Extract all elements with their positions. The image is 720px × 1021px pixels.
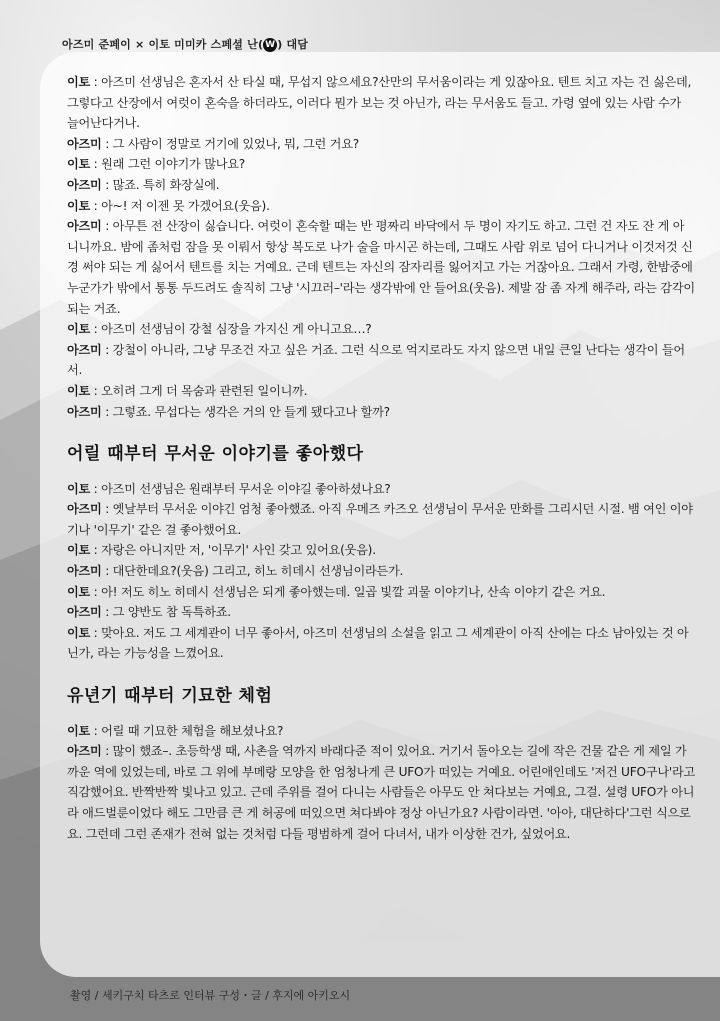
dialogue-text: : 아~! 저 이젠 못 가겠어요(웃음).	[90, 198, 270, 213]
dialogue-text: : 아! 저도 히노 히데시 선생님은 되게 좋아했는데. 일곱 빛깔 괴물 이야기나, 산속 이야기 같은 거요.	[90, 584, 606, 599]
speaker-name: 이토	[67, 723, 91, 738]
interview-body	[67, 72, 695, 844]
dialogue-text: : 아무튼 전 산장이 싫습니다. 여럿이 혼숙할 때는 반 평짜리 바닥에서 두 명이 자기도 하고. 그런 건 자도 잔 게 아니니까요. 밤에 좀처럼 잠을 못 이뤄서 항상 복도로 나가 술을 마시곤 하는데, 그때도 사람 위로 넘어 다니거나 이것저것 신경 써야 되는 게 싫어서 텐트를 치는 거예요. 근데 텐트는 자신의 잠자리를 잃어지고 가는 거잖아요. 그래서 가령, 한밤중에 누군가가 밖에서 통통 두드려도 솔직히 그냥 '시끄러–'라는 생각밖에 안 들어요(웃음). 제발 잠 좀 자게 해주라, 라는 감각이 되는 거죠.	[67, 219, 695, 316]
speaker-name: 아즈미	[67, 136, 102, 151]
dialogue-line	[67, 175, 695, 196]
dialogue-text: : 자랑은 아니지만 저, '이무기' 사인 갖고 있어요(웃음).	[90, 543, 376, 558]
dialogue-text: : 아즈미 선생님이 강철 심장을 가지신 게 아니고요…?	[90, 322, 372, 337]
dialogue-text: : 아즈미 선생님은 원래부터 무서운 이야길 좋아하셨나요?	[90, 481, 391, 496]
dialogue-line	[67, 72, 695, 134]
speaker-name: 이토	[67, 75, 91, 89]
dialogue-line	[67, 134, 695, 155]
speaker-name: 이토	[67, 625, 91, 640]
dialogue-text: : 그 사람이 정말로 거기에 있었나, 뭐, 그런 거요?	[101, 136, 359, 151]
dialogue-line	[67, 479, 695, 500]
speaker-name: 아즈미	[67, 342, 102, 357]
dialogue-line	[67, 340, 695, 381]
speaker-name: 아즈미	[67, 564, 102, 579]
dialogue-line	[67, 741, 695, 844]
dialogue-line	[67, 216, 695, 319]
w-badge-icon: W	[265, 40, 276, 50]
speaker-name: 아즈미	[67, 404, 102, 419]
speaker-name: 아즈미	[67, 177, 102, 192]
header-title-suffix: ) 대담	[277, 38, 309, 51]
speaker-name: 이토	[67, 543, 91, 558]
dialogue-line	[67, 721, 695, 742]
dialogue-text: : 많죠. 특히 화장실에.	[101, 177, 220, 192]
dialogue-text: : 오히려 그게 더 목숨과 관련된 일이니까.	[90, 383, 308, 398]
speaker-name: 이토	[67, 198, 91, 213]
speaker-name: 이토	[67, 383, 91, 398]
dialogue-text: : 원래 그런 이야기가 많나요?	[90, 157, 245, 172]
dialogue-line	[67, 499, 695, 540]
dialogue-line	[67, 623, 695, 664]
speaker-name: 이토	[67, 584, 91, 599]
section-heading: 유년기 때부터 기묘한 체험	[67, 686, 273, 707]
dialogue-text: : 많이 했죠–. 초등학생 때, 사촌을 역까지 바래다준 적이 있어요. 거기서 돌아오는 길에 작은 건물 같은 게 제일 가까운 역에 있었는데, 바로 그 위에 부메랑 모양을 한 엄청나게 큰 UFO가 떠있는 거예요. 어린애인데도 '저건 UFO구나'라고 직감했어요. 반짝반짝 빛나고 있고. 근데 주위를 걸어 다니는 사람들은 아무도 안 쳐다보는 거예요, 그걸. 설령 UFO가 아니라 애드벌룬이었다 해도 그만큼 큰 게 허공에 떠있으면 쳐다봐야 정상 아닌가요? 사람이라면. '아아, 대단하다'그런 식으로요. 그런데 그런 존재가 전혀 없는 것처럼 다들 평범하게 걸어 다녀서, 내가 이상한 건가, 싶었어요.	[67, 744, 695, 841]
speaker-name: 아즈미	[67, 219, 102, 234]
dialogue-text: : 맞아요. 저도 그 세계관이 너무 좋아서, 아즈미 선생님의 소설을 읽고 그 세계관이 아직 산에는 다소 남아있는 것 아닌가, 라는 가능성을 느꼈어요.	[67, 625, 689, 661]
dialogue-text: : 그렇죠. 무섭다는 생각은 거의 안 들게 됐다고나 할까?	[101, 404, 390, 419]
dialogue-line	[67, 319, 695, 340]
speaker-name: 아즈미	[67, 502, 102, 517]
dialogue-line	[67, 154, 695, 175]
dialogue-line	[67, 561, 695, 582]
dialogue-line	[67, 381, 695, 402]
dialogue-text: : 대단한데요?(웃음) 그리고, 히노 히데시 선생님이라든가.	[101, 564, 404, 579]
dialogue-line	[67, 602, 695, 623]
dialogue-text: : 어릴 때 기묘한 체험을 해보셨나요?	[90, 723, 284, 738]
speaker-name: 아즈미	[67, 605, 102, 620]
dialogue-line	[67, 540, 695, 561]
dialogue-line	[67, 582, 695, 603]
dialogue-text: : 아즈미 선생님은 혼자서 산 타실 때, 무섭지 않으세요?산만의 무서움이라는 게 있잖아요. 텐트 치고 자는 건 싫은데, 그렇다고 산장에서 여럿이 혼숙을 하더라도, 이러다 뭔가 보는 것 아닌가, 라는 무서움도 들고. 가령 옆에 있는 사람 수가 늘어난다거나.	[67, 75, 692, 131]
dialogue-text: : 강철이 아니라, 그냥 무조건 자고 싶은 거죠. 그런 식으로 억지로라도 자지 않으면 내일 큰일 난다는 생각이 들어서.	[67, 342, 685, 378]
dialogue-line	[67, 402, 695, 423]
speaker-name: 이토	[67, 481, 91, 496]
speaker-name: 이토	[67, 322, 91, 337]
header-title-prefix: 아즈미 준페이 × 이토 미미카 스페셜 난(	[62, 38, 264, 51]
photo-credit: 촬영 / 세키구치 타츠로 인터뷰 구성・글 / 후지에 아키오시	[70, 989, 351, 1002]
section-heading: 어릴 때부터 무서운 이야기를 좋아했다	[67, 444, 364, 465]
speaker-name: 아즈미	[67, 744, 102, 759]
dialogue-line	[67, 196, 695, 217]
page-header-title	[62, 36, 308, 52]
dialogue-text: : 옛날부터 무서운 이야긴 엄청 좋아했죠. 아직 우메즈 카즈오 선생님이 무서운 만화를 그리시던 시절. 뱀 여인 이야기나 '이무기' 같은 걸 좋아했어요.	[67, 502, 693, 537]
dialogue-text: : 그 양반도 참 독특하죠.	[101, 605, 231, 620]
speaker-name: 이토	[67, 157, 91, 172]
